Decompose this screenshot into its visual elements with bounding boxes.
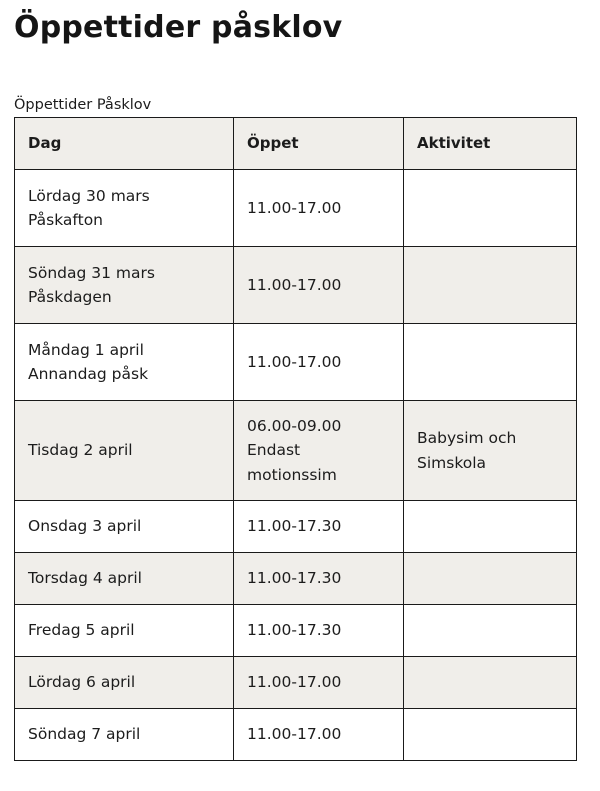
day-name: Söndag 7 april [28, 725, 141, 744]
day-cell [15, 553, 234, 605]
open-cell [234, 247, 404, 324]
day-cell [15, 709, 234, 761]
open-cell [234, 709, 404, 761]
open-cell [234, 324, 404, 401]
column-header-open: Öppet [234, 118, 404, 170]
open-hours: 11.00-17.00 [247, 275, 342, 294]
day-cell [15, 657, 234, 709]
day-cell [15, 501, 234, 553]
table-row [15, 657, 577, 709]
activity-text: Babysim och [417, 429, 517, 447]
day-cell [15, 324, 234, 401]
holiday-name: Påskdagen [28, 288, 112, 306]
column-header-day: Dag [15, 118, 234, 170]
day-name: Lördag 30 mars [28, 186, 150, 205]
open-hours: 11.00-17.30 [247, 621, 342, 640]
day-cell [15, 170, 234, 247]
day-name: Måndag 1 april [28, 340, 144, 359]
table-row [15, 553, 577, 605]
activity-cell [404, 247, 577, 324]
open-note: motionssim [247, 465, 337, 484]
table-row [15, 170, 577, 247]
day-name: Lördag 6 april [28, 673, 136, 692]
open-hours: 11.00-17.00 [247, 198, 342, 217]
day-cell [15, 247, 234, 324]
activity-cell [404, 657, 577, 709]
activity-cell [404, 501, 577, 553]
day-name: Onsdag 3 april [28, 517, 142, 536]
column-header-activity: Aktivitet [404, 118, 577, 170]
activity-cell [404, 553, 577, 605]
table-row [15, 501, 577, 553]
open-cell [234, 657, 404, 709]
opening-hours-table [14, 117, 577, 761]
open-hours: 11.00-17.00 [247, 673, 342, 692]
table-row [15, 401, 577, 501]
table-row [15, 709, 577, 761]
open-hours: 11.00-17.30 [247, 517, 342, 536]
open-cell [234, 605, 404, 657]
open-cell [234, 170, 404, 247]
activity-cell [404, 709, 577, 761]
day-name: Torsdag 4 april [28, 569, 142, 588]
activity-cell [404, 324, 577, 401]
table-row [15, 324, 577, 401]
activity-cell [404, 605, 577, 657]
open-hours: 06.00-09.00 [247, 416, 342, 435]
activity-text: Simskola [417, 453, 487, 472]
day-name: Fredag 5 april [28, 621, 135, 640]
open-cell [234, 553, 404, 605]
day-cell [15, 605, 234, 657]
open-hours: 11.00-17.00 [247, 725, 342, 744]
open-note: Endast [247, 441, 301, 460]
table-row [15, 247, 577, 324]
page-title: Öppettider påsklov [14, 10, 343, 45]
open-cell [234, 501, 404, 553]
activity-cell [404, 401, 577, 501]
table-row [15, 605, 577, 657]
day-name: Söndag 31 mars [28, 263, 155, 282]
holiday-name: Annandag påsk [28, 365, 149, 383]
activity-cell [404, 170, 577, 247]
day-name: Tisdag 2 april [28, 441, 133, 460]
table-caption: Öppettider Påsklov [14, 97, 152, 113]
open-cell [234, 401, 404, 501]
open-hours: 11.00-17.00 [247, 352, 342, 371]
day-cell [15, 401, 234, 501]
open-hours: 11.00-17.30 [247, 569, 342, 588]
table-header-row [15, 118, 577, 170]
holiday-name: Påskafton [28, 211, 103, 229]
